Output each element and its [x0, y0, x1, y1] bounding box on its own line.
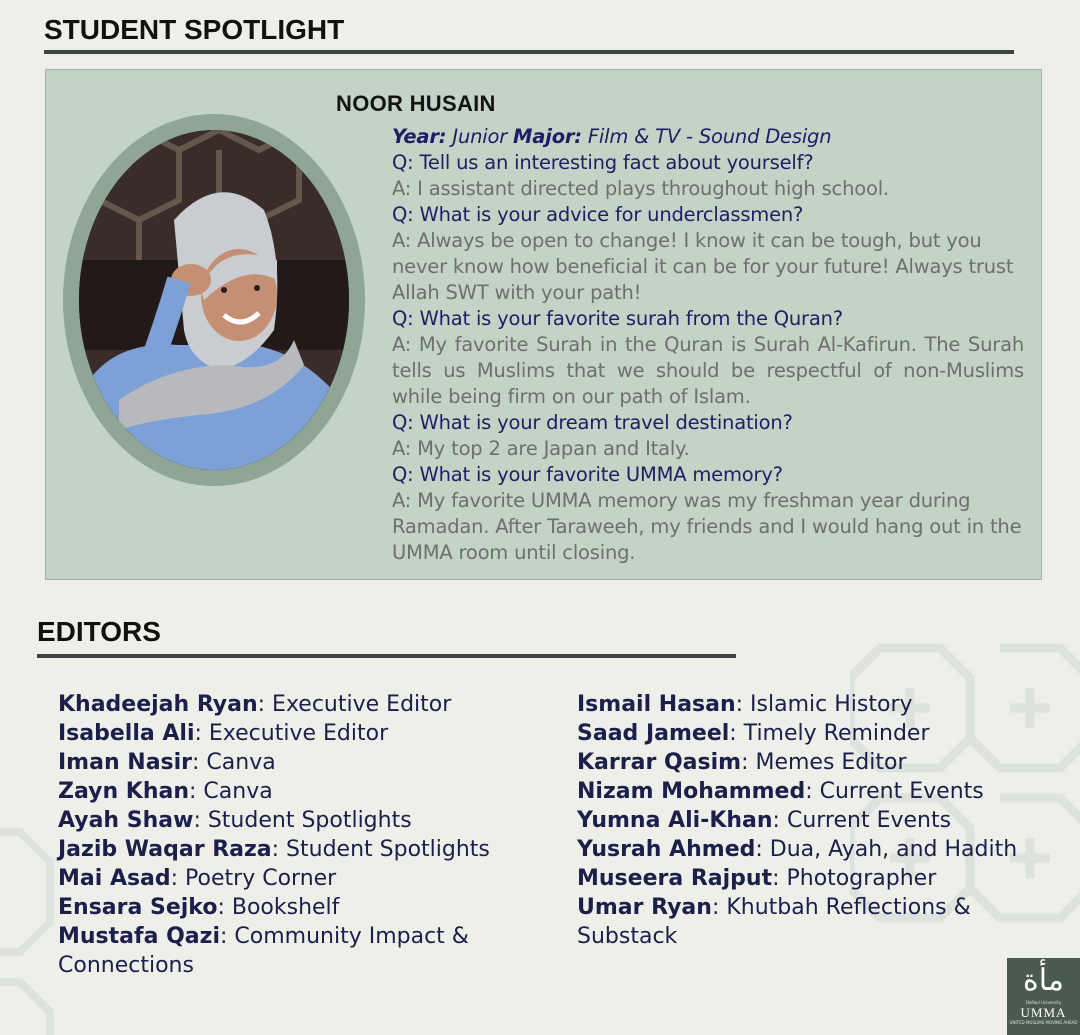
editor-role: : Bookshelf	[217, 895, 340, 920]
editor-entry	[577, 893, 1057, 951]
logo-arabic-mark: مأة	[1023, 963, 1064, 998]
editor-role: : Current Events	[772, 808, 952, 833]
editor-entry	[58, 748, 558, 777]
editor-entry	[58, 922, 558, 980]
answer: A: My favorite UMMA memory was my freshman year during Ramadan. After Taraweeh, my friends and I would hang out in the UMMA room until closing.	[392, 489, 1022, 564]
question: Q: What is your favorite surah from the Quran?	[392, 307, 843, 330]
editor-name: Isabella Ali	[58, 721, 195, 746]
logo-org: DePaul University	[1025, 1000, 1062, 1005]
student-photo	[79, 130, 349, 470]
editor-entry	[58, 864, 558, 893]
editor-entry	[58, 719, 558, 748]
answer: A: Always be open to change! I know it can be tough, but you never know how beneficial it can be for your future! Always trust Allah SWT with your path!	[392, 229, 1014, 304]
editor-name: Yusrah Ahmed	[577, 837, 756, 862]
editor-entry	[58, 806, 558, 835]
editor-name: Khadeejah Ryan	[58, 692, 258, 717]
major-value: Film & TV - Sound Design	[587, 125, 832, 148]
editor-entry	[577, 777, 1057, 806]
editor-role: : Executive Editor	[194, 721, 389, 746]
editor-name: Saad Jameel	[577, 721, 730, 746]
editor-entry	[58, 835, 558, 864]
spotlight-interview	[392, 124, 1024, 566]
logo-tagline: UNITED MUSLIMS MOVING AHEAD	[1009, 1020, 1078, 1025]
editor-name: Ensara Sejko	[58, 895, 218, 920]
editor-entry	[577, 835, 1057, 864]
editor-name: Mustafa Qazi	[58, 924, 220, 949]
editor-name: Karrar Qasim	[577, 750, 742, 775]
editor-role: : Poetry Corner	[170, 866, 337, 891]
editor-entry	[58, 690, 558, 719]
editor-entry	[577, 806, 1057, 835]
editor-role: : Canva	[192, 750, 276, 775]
year-label: Year:	[392, 125, 447, 148]
editor-entry	[58, 777, 558, 806]
editors-heading: EDITORS	[37, 616, 161, 647]
editor-name: Zayn Khan	[58, 779, 190, 804]
editor-role: : Dua, Ayah, and Hadith	[755, 837, 1018, 862]
editor-role: : Community Impact & Connections	[58, 924, 469, 978]
editor-role: : Current Events	[805, 779, 984, 804]
editor-name: Ayah Shaw	[58, 808, 194, 833]
editors-list-left	[58, 690, 558, 980]
editor-entry	[577, 719, 1057, 748]
editor-name: Nizam Mohammed	[577, 779, 806, 804]
logo-wordmark: UMMA	[1020, 1005, 1067, 1020]
editor-role: : Executive Editor	[257, 692, 452, 717]
editor-role: : Timely Reminder	[729, 721, 930, 746]
major-label: Major:	[513, 125, 582, 148]
editor-name: Mai Asad	[58, 866, 171, 891]
editor-entry	[577, 864, 1057, 893]
editor-role: : Student Spotlights	[271, 837, 490, 862]
editor-name: Ismail Hasan	[577, 692, 736, 717]
year-major-line	[392, 124, 1024, 150]
year-value: Junior	[452, 125, 508, 148]
editor-name: Museera Rajput	[577, 866, 773, 891]
editor-name: Umar Ryan	[577, 895, 712, 920]
editor-role: : Photographer	[772, 866, 937, 891]
editor-entry	[577, 690, 1057, 719]
editor-name: Iman Nasir	[58, 750, 193, 775]
heading-underline	[44, 50, 1014, 54]
editor-entry	[577, 748, 1057, 777]
editor-name: Yumna Ali-Khan	[577, 808, 773, 833]
heading-underline	[37, 654, 736, 658]
answer: A: My favorite Surah in the Quran is Surah Al-Kafirun. The Surah tells us Muslims that we should be respectful of non-Muslims while being firm on our path of Islam.	[392, 333, 1024, 408]
question: Q: Tell us an interesting fact about yourself?	[392, 151, 814, 174]
question: Q: What is your dream travel destination?	[392, 411, 793, 434]
umma-logo	[1007, 958, 1080, 1035]
question: Q: What is your advice for underclassmen?	[392, 203, 804, 226]
editor-role: : Canva	[189, 779, 273, 804]
editor-role: : Islamic History	[735, 692, 913, 717]
student-spotlight-heading: STUDENT SPOTLIGHT	[44, 14, 345, 45]
editors-list-right	[577, 690, 1057, 951]
editor-name: Jazib Waqar Raza	[58, 837, 272, 862]
editor-entry	[58, 893, 558, 922]
answer: A: I assistant directed plays throughout high school.	[392, 177, 889, 200]
student-name: NOOR HUSAIN	[336, 91, 496, 116]
answer: A: My top 2 are Japan and Italy.	[392, 437, 690, 460]
question: Q: What is your favorite UMMA memory?	[392, 463, 783, 486]
editor-role: : Student Spotlights	[193, 808, 412, 833]
editor-role: : Khutbah Reflections & Substack	[577, 895, 971, 949]
editor-role: : Memes Editor	[741, 750, 907, 775]
